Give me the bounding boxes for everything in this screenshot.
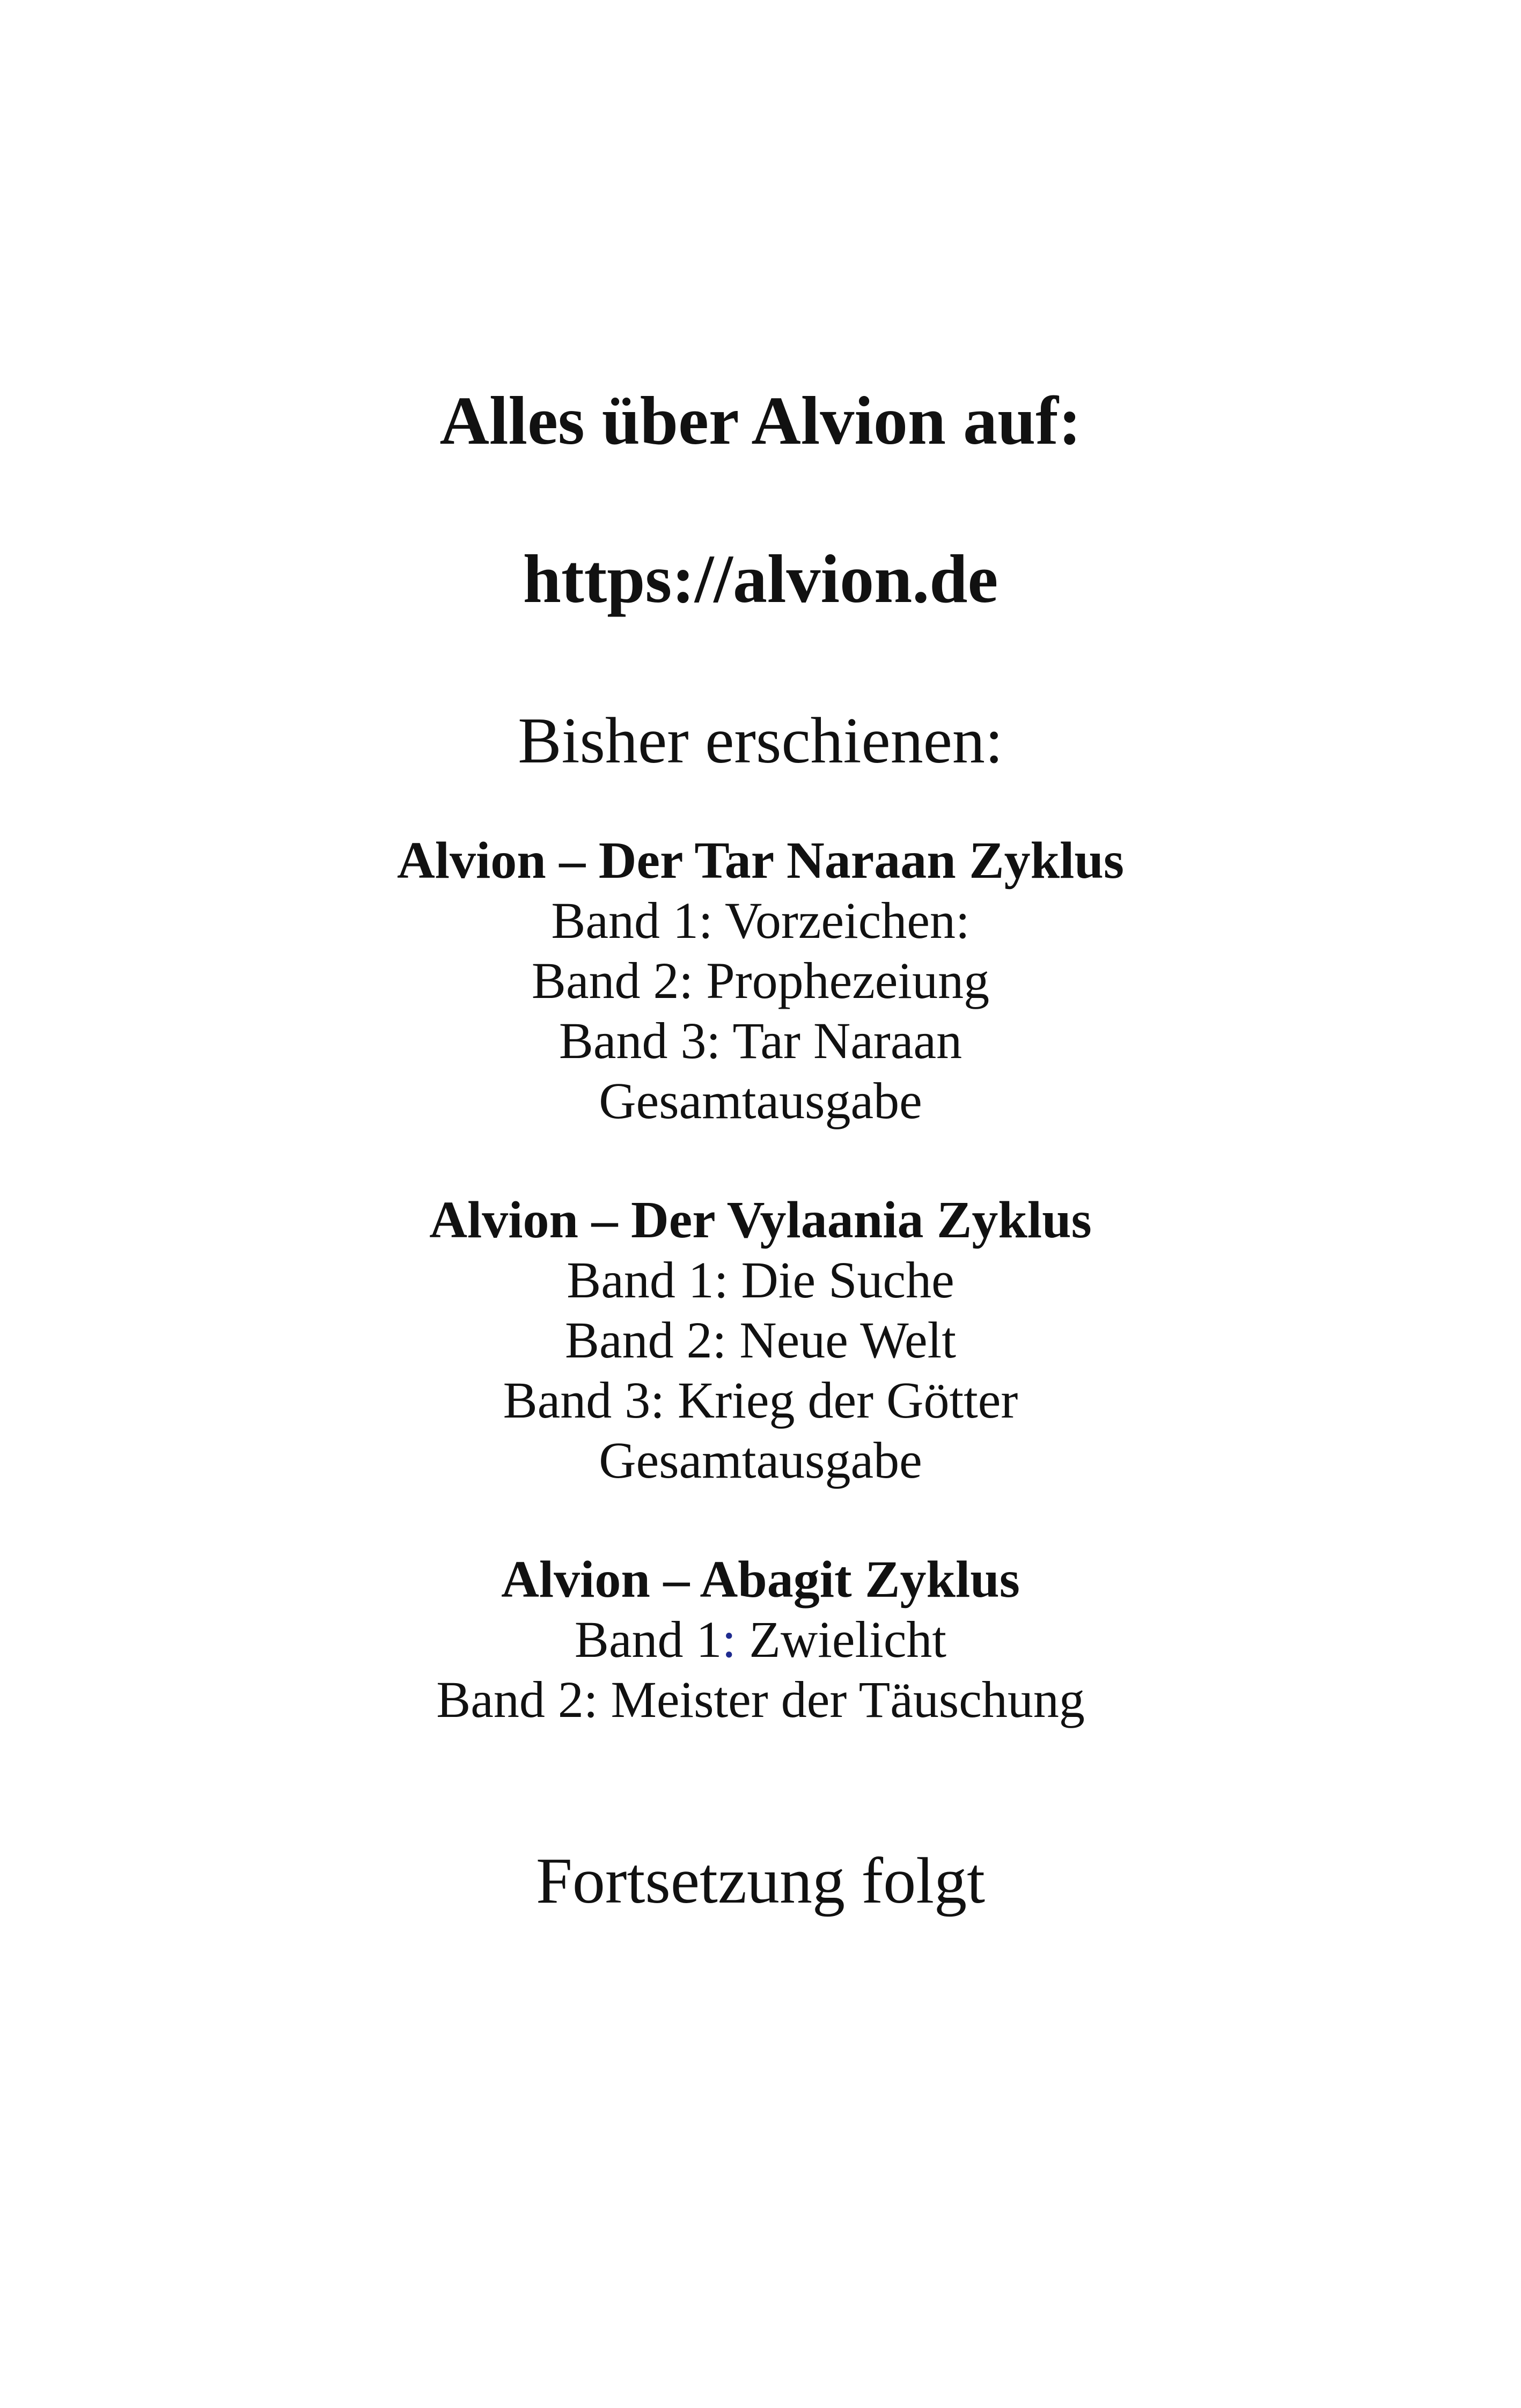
series-title-tar-naraan: Alvion – Der Tar Naraan Zyklus bbox=[396, 832, 1125, 890]
series-title-vylaania: Alvion – Der Vylaania Zyklus bbox=[429, 1191, 1092, 1249]
section-heading: Bisher erschienen: bbox=[518, 704, 1003, 777]
series-item-colon: : bbox=[722, 1611, 737, 1668]
series-item: Band 2: Neue Welt bbox=[565, 1311, 956, 1369]
page-title: Alles über Alvion auf: bbox=[439, 383, 1082, 459]
footer-note: Fortsetzung folgt bbox=[536, 1845, 985, 1917]
series-item: Band 3: Krieg der Götter bbox=[503, 1371, 1018, 1429]
series-title-abagit: Alvion – Abagit Zyklus bbox=[501, 1551, 1020, 1609]
series-item bbox=[0, 1611, 1521, 1668]
series-item-part: Band 1 bbox=[574, 1611, 722, 1668]
series-item-part: Zwielicht bbox=[736, 1611, 947, 1668]
series-item: Band 3: Tar Naraan bbox=[559, 1012, 962, 1069]
series-item: Band 1: Die Suche bbox=[567, 1251, 954, 1309]
website-url: https://alvion.de bbox=[523, 541, 998, 617]
series-item: Gesamtausgabe bbox=[599, 1431, 922, 1489]
series-item: Band 2: Prophezeiung bbox=[531, 952, 990, 1009]
series-item: Band 2: Meister der Täuschung bbox=[436, 1671, 1085, 1728]
series-item: Band 1: Vorzeichen: bbox=[551, 892, 970, 949]
series-item: Gesamtausgabe bbox=[599, 1072, 922, 1129]
